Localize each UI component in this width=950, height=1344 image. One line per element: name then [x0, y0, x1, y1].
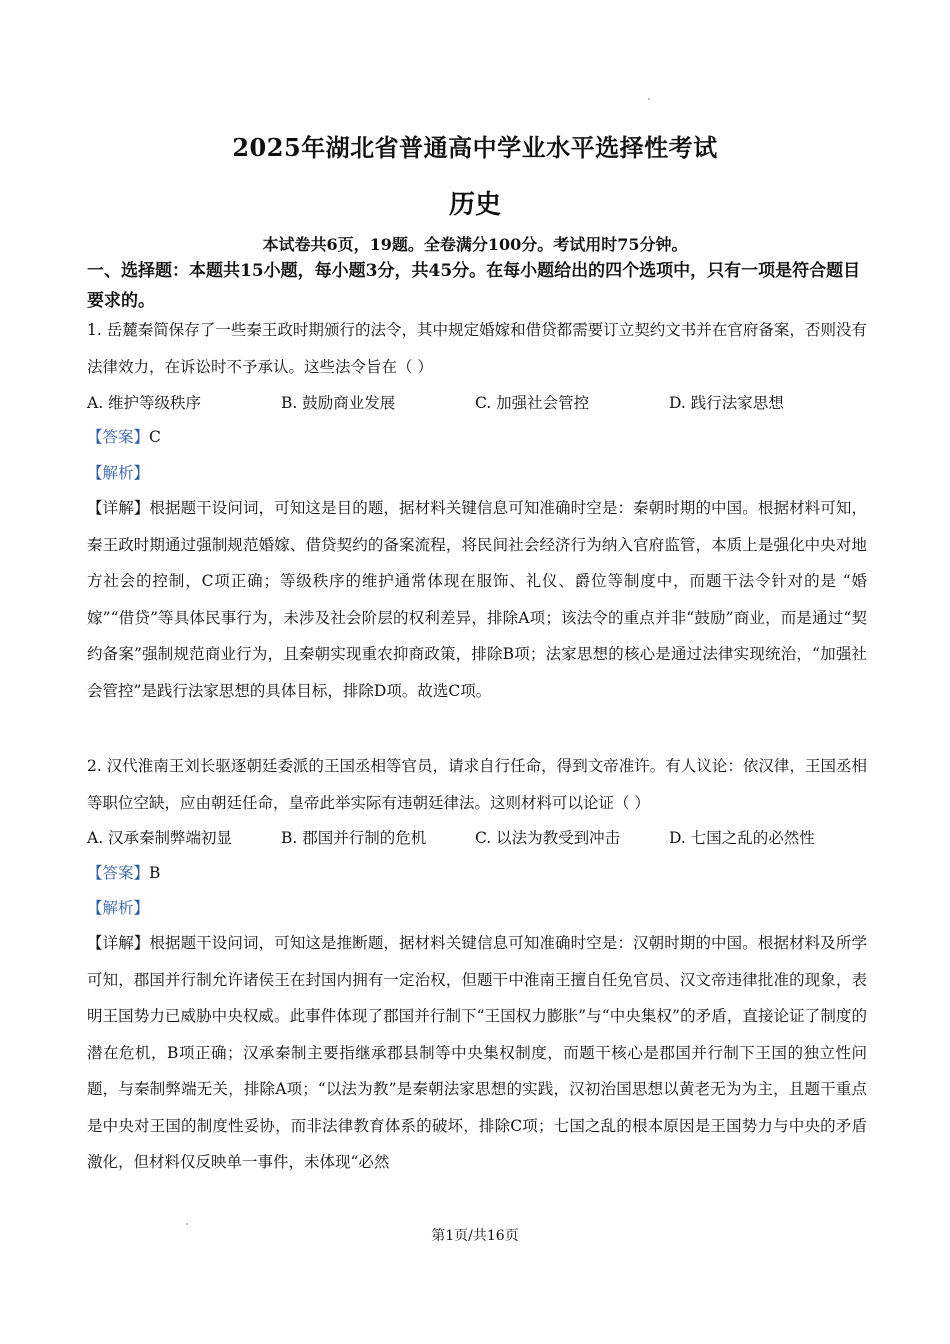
detail-tag: 【详解】 [87, 934, 150, 952]
exam-title: 2025年湖北省普通高中学业水平选择性考试 [232, 133, 718, 162]
q2-answer [87, 858, 160, 888]
q2-analysis [87, 893, 149, 923]
q2-option-d: D. 七国之乱的必然性 [669, 829, 815, 847]
detail-text: 根据题干设问词，可知这是推断题，据材料关键信息可知准确时空是：汉朝时期的中国。根据材料及所学可知，郡国并行制允许诸侯王在封国内拥有一定治权，但题干中淮南王擅自任免官员、汉文帝违律批准的现象，表明王国势力已威胁中央权威。此事件体现了郡国并行制下“王国权力膨胀”与“中央集权”的矛盾，直接论证了制度的潜在危机，B项正确；汉承秦制主要指继承郡县制等中央集权制度，而题干核心是郡国并行制下王国的独立性问题，与秦制弊端无关，排除A项；“以法为教”是秦朝法家思想的实践，汉初治国思想以黄老无为为主，且题干重点是中央对王国的制度性妥协，而非法律教育体系的破坏，排除C项；七国之乱的根本原因是王国势力与中央的矛盾激化，但材料仅反映单一事件，未体现“必然 [87, 934, 867, 1171]
question-2-stem: 2. 汉代淮南王刘长驱逐朝廷委派的王国丞相等官员，请求自行任命，得到文帝准许。有人议论：依汉律，王国丞相等职位空缺，应由朝廷任命，皇帝此举实际有违朝廷律法。这则材料可以论证（ ） [87, 757, 867, 812]
page-number: 第1页/共16页 [431, 1228, 519, 1244]
q1-detail [87, 490, 867, 709]
detail-tag: 【详解】 [87, 499, 150, 517]
answer-tag: 【答案】 [87, 864, 150, 882]
q2-option-b: B. 郡国并行制的危机 [281, 829, 427, 847]
q1-option-d: D. 践行法家思想 [669, 394, 784, 412]
answer-value: C [149, 428, 161, 446]
subject-title: 历史 [448, 190, 501, 220]
q1-answer [87, 422, 161, 452]
q2-option-a: A. 汉承秦制弊端初显 [87, 829, 233, 847]
analysis-tag: 【解析】 [87, 899, 150, 917]
q1-option-a: A. 维护等级秩序 [87, 394, 202, 412]
detail-text: 根据题干设问词，可知这是目的题，据材料关键信息可知准确时空是：秦朝时期的中国。根据材料可知，秦王政时期通过强制规范婚嫁、借贷契约的备案流程，将民间社会经济行为纳入官府监管，本质上是强化中央对地方社会的控制，C项正确；等级秩序的维护通常体现在服饰、礼仪、爵位等制度中，而题干法令针对的是 “婚嫁”“借贷”等具体民事行为，未涉及社会阶层的权利差异，排除A项；该法令的重点并非“鼓励”商业，而是通过“契约备案”强制规范商业行为，且秦朝实现重农抑商政策，排除B项；法家思想的核心是通过法律实现统治，“加强社会管控”是践行法家思想的具体目标，排除D项。故选C项。 [87, 499, 867, 700]
question-1-stem: 1. 岳麓秦简保存了一些秦王政时期颁行的法令，其中规定婚嫁和借贷都需要订立契约文书并在官府备案，否则没有法律效力，在诉讼时不予承认。这些法令旨在（ ） [87, 321, 867, 376]
scan-speck [648, 98, 650, 100]
q1-option-c: C. 加强社会管控 [475, 394, 590, 412]
analysis-tag: 【解析】 [87, 464, 150, 482]
answer-value: B [149, 864, 161, 882]
exam-info: 本试卷共6页，19题。全卷满分100分。考试用时75分钟。 [262, 235, 688, 254]
q1-option-b: B. 鼓励商业发展 [281, 394, 396, 412]
q2-option-c: C. 以法为教受到冲击 [475, 829, 621, 847]
section-heading: 一、选择题：本题共15小题，每小题3分，共45分。在每小题给出的四个选项中，只有一项是符合题目要求的。 [87, 261, 861, 311]
q2-detail [87, 925, 867, 1181]
answer-tag: 【答案】 [87, 428, 150, 446]
q1-analysis [87, 458, 149, 488]
